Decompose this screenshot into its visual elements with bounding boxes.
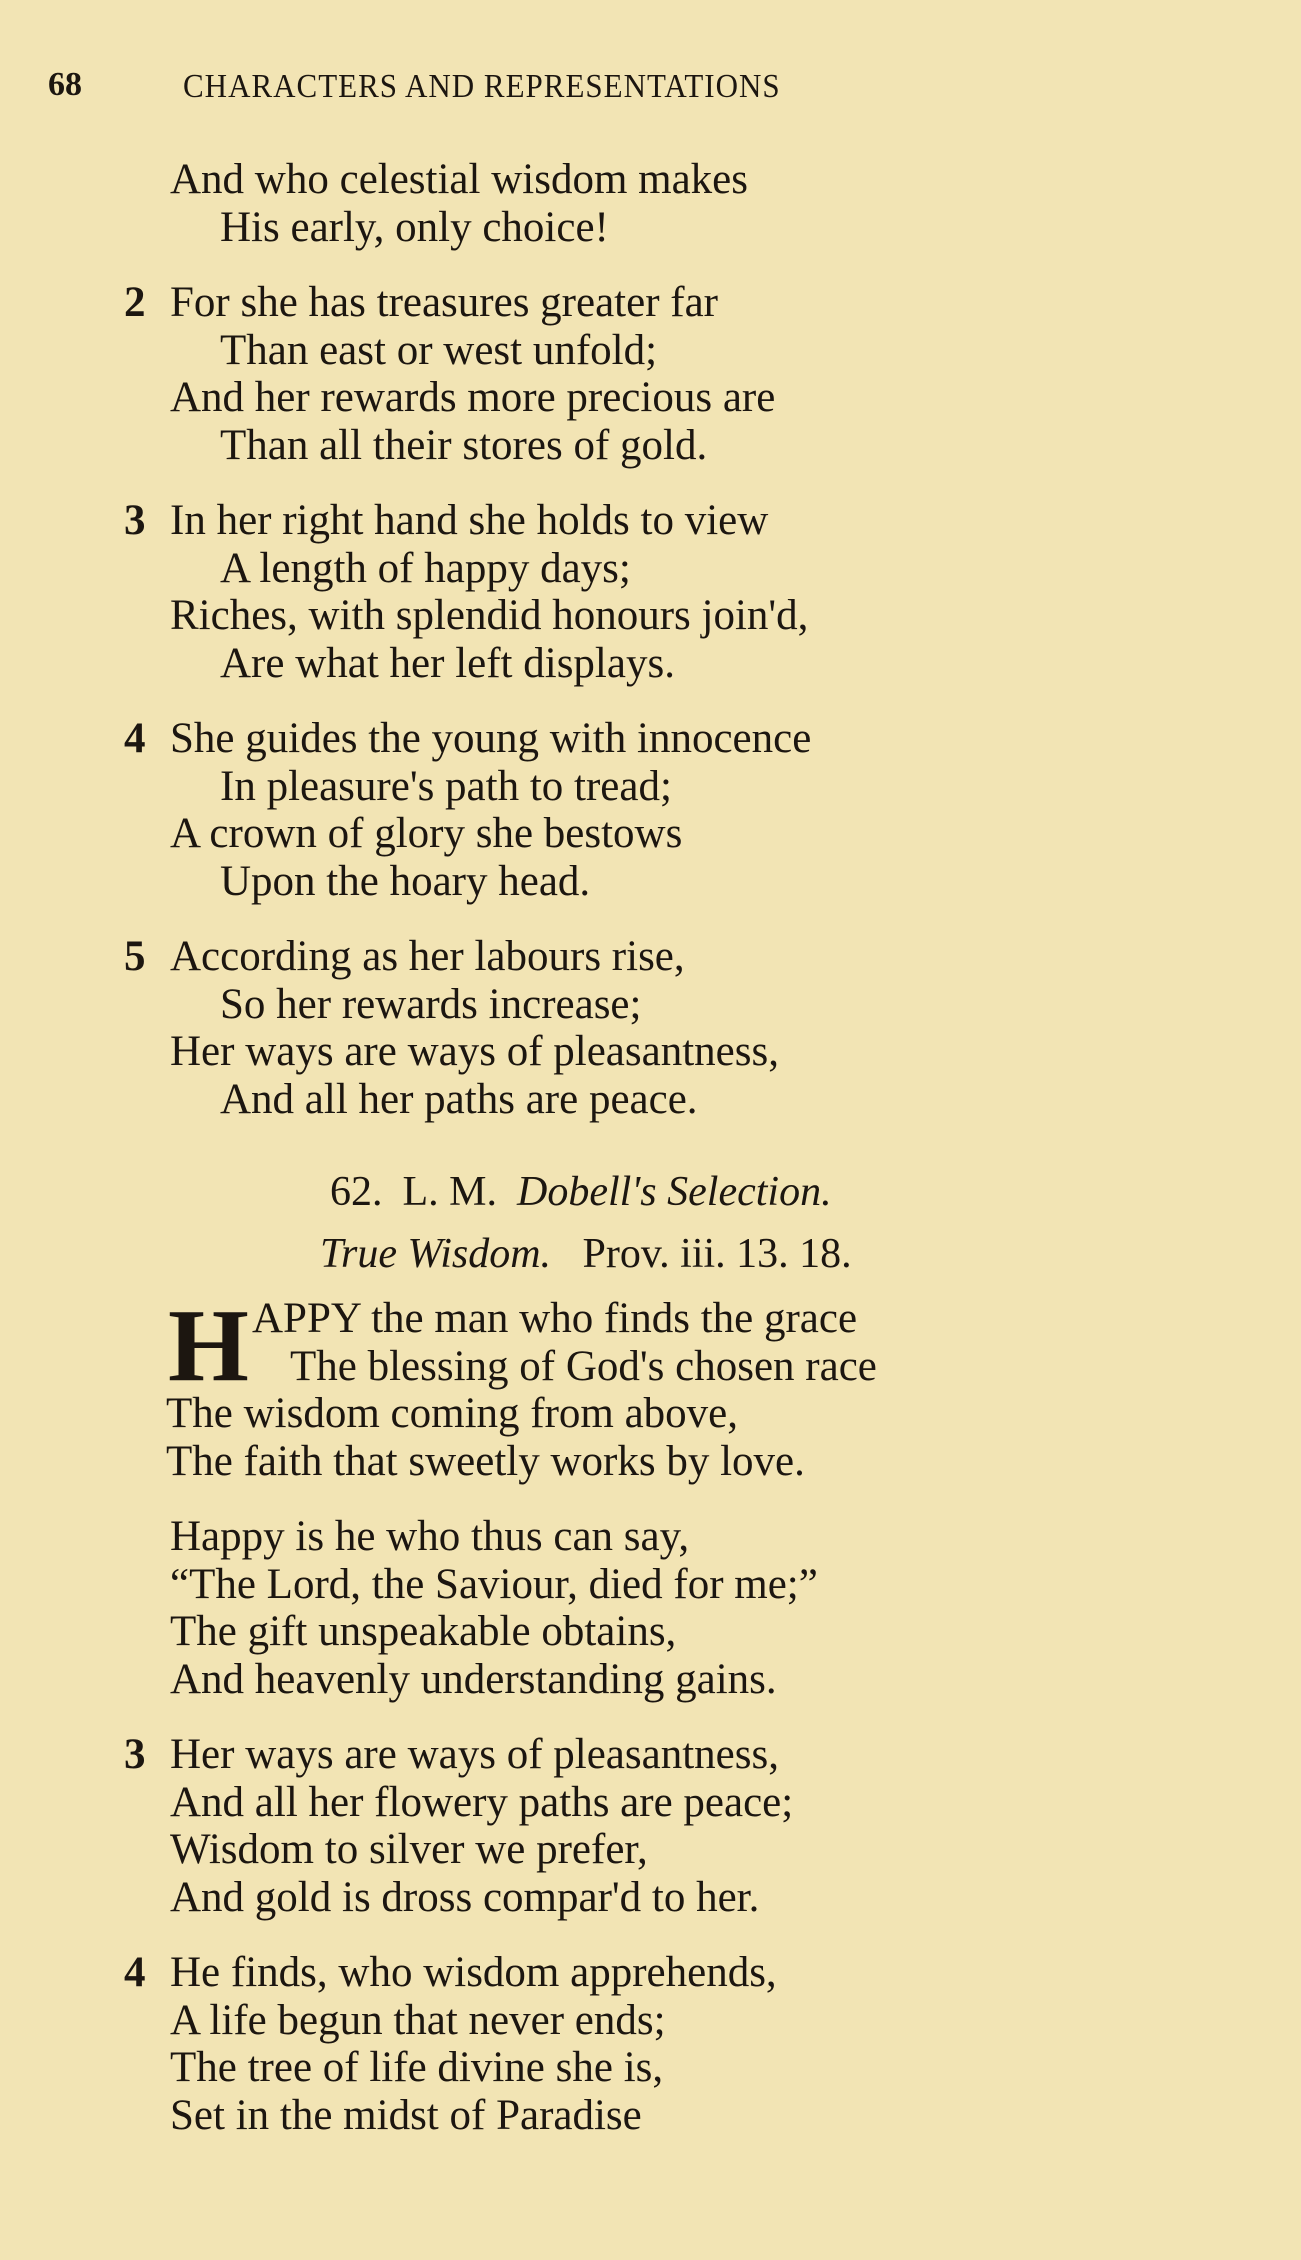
line-text: Than east or west unfold; [220,326,658,374]
line-text: The tree of life divine she is, [170,2044,664,2091]
stanza [0,497,1301,687]
line-text: According as her labours rise, [170,933,685,980]
verse-line [0,1826,1301,1874]
hymn-title: True Wisdom. [320,1231,552,1277]
verse-line [0,1731,1301,1779]
verse-line [0,1295,1301,1343]
stanza [0,1731,1301,1921]
line-text: His early, only choice! [220,203,609,251]
stanza-number: 2 [124,279,146,326]
line-text: The gift unspeakable obtains, [170,1608,677,1655]
line-text: And who celestial wisdom makes [170,156,749,203]
verse-line [0,1343,1301,1391]
hymn-reference: Prov. iii. 13. 18. [582,1231,852,1277]
page-number: 68 [48,66,82,103]
verse-line [0,374,1301,422]
line-text: Set in the midst of Paradise [170,2091,642,2139]
line-text: A crown of glory she bestows [170,810,683,857]
verse-line [0,545,1301,593]
line-text: She guides the young with innocence [170,715,812,762]
stanza-number: 4 [124,715,146,762]
verse-line [0,156,1301,204]
verse-line [0,858,1301,906]
line-text: And gold is dross compar'd to her. [170,1873,760,1921]
verse-line [0,204,1301,252]
hymn-heading [0,1161,1301,1223]
verse-line [0,1997,1301,2045]
line-text: Her ways are ways of pleasantness, [170,1731,779,1778]
verse-line [0,1779,1301,1827]
line-text: Than all their stores of gold. [220,421,708,469]
line-text: In her right hand she holds to view [170,497,769,544]
line-text: The faith that sweetly works by love. [166,1437,805,1485]
verse-line [0,1656,1301,1704]
hymn-meter: L. M. [402,1169,497,1215]
stanza [0,715,1301,905]
page-header [48,66,1148,106]
line-text: Riches, with splendid honours join'd, [170,592,809,639]
stanza-number: 5 [124,933,146,980]
line-text: The blessing of God's chosen race [290,1342,877,1390]
verse-line [0,810,1301,858]
verse-line [0,1608,1301,1656]
line-text: And all her flowery paths are peace; [170,1778,794,1826]
verse-line [0,1561,1301,1609]
line-text: APPY the man who finds the grace [252,1295,858,1342]
verse-line [0,763,1301,811]
verse-line [0,1438,1301,1486]
line-text: Upon the hoary head. [220,857,591,905]
line-text: And her rewards more precious are [170,374,776,421]
stanza [0,1949,1301,2139]
verse-line [0,1028,1301,1076]
verse-line [0,497,1301,545]
verse-line [0,2044,1301,2092]
verse-line [0,1076,1301,1124]
verse-line [0,640,1301,688]
line-text: A length of happy days; [220,544,631,592]
line-text: So her rewards increase; [220,980,642,1028]
line-text: For she has treasures greater far [170,279,718,326]
hymn-number: 62. [330,1169,383,1215]
line-text: He finds, who wisdom apprehends, [170,1949,777,1996]
verse-line [0,1874,1301,1922]
stanza-number: 3 [124,497,146,544]
verse-line [0,933,1301,981]
verse-line [0,1513,1301,1561]
verse-line [0,422,1301,470]
verse-line [0,2092,1301,2140]
stanza [0,933,1301,1123]
verse-line [0,327,1301,375]
first-stanza [0,1288,1301,1485]
verse-line [0,592,1301,640]
stanza [0,1513,1301,1703]
verse-line [0,279,1301,327]
running-head: CHARACTERS AND REPRESENTATIONS [183,66,781,105]
verse-line [0,715,1301,763]
line-text: Wisdom to silver we prefer, [170,1826,648,1873]
line-text: Are what her left displays. [220,639,675,687]
line-text: Her ways are ways of pleasantness, [170,1028,779,1075]
line-text: In pleasure's path to tread; [220,762,672,810]
line-text: A life begun that never ends; [170,1996,666,2044]
stanza-number: 3 [124,1731,146,1778]
hymn-source: Dobell's Selection. [517,1169,832,1215]
line-text: And heavenly understanding gains. [170,1655,777,1703]
line-text: And all her paths are peace. [220,1075,698,1123]
verse-line [0,981,1301,1029]
line-text: Happy is he who thus can say, [170,1513,690,1560]
verse-line [0,1390,1301,1438]
stanza-number: 4 [124,1949,146,1996]
line-text: “The Lord, the Saviour, died for me;” [170,1560,818,1608]
drop-cap: H [168,1288,249,1403]
line-text: The wisdom coming from above, [166,1390,739,1437]
page-body [0,156,1301,2139]
verse-line [0,1949,1301,1997]
stanza [0,279,1301,469]
hymn-subheading [0,1223,1301,1285]
